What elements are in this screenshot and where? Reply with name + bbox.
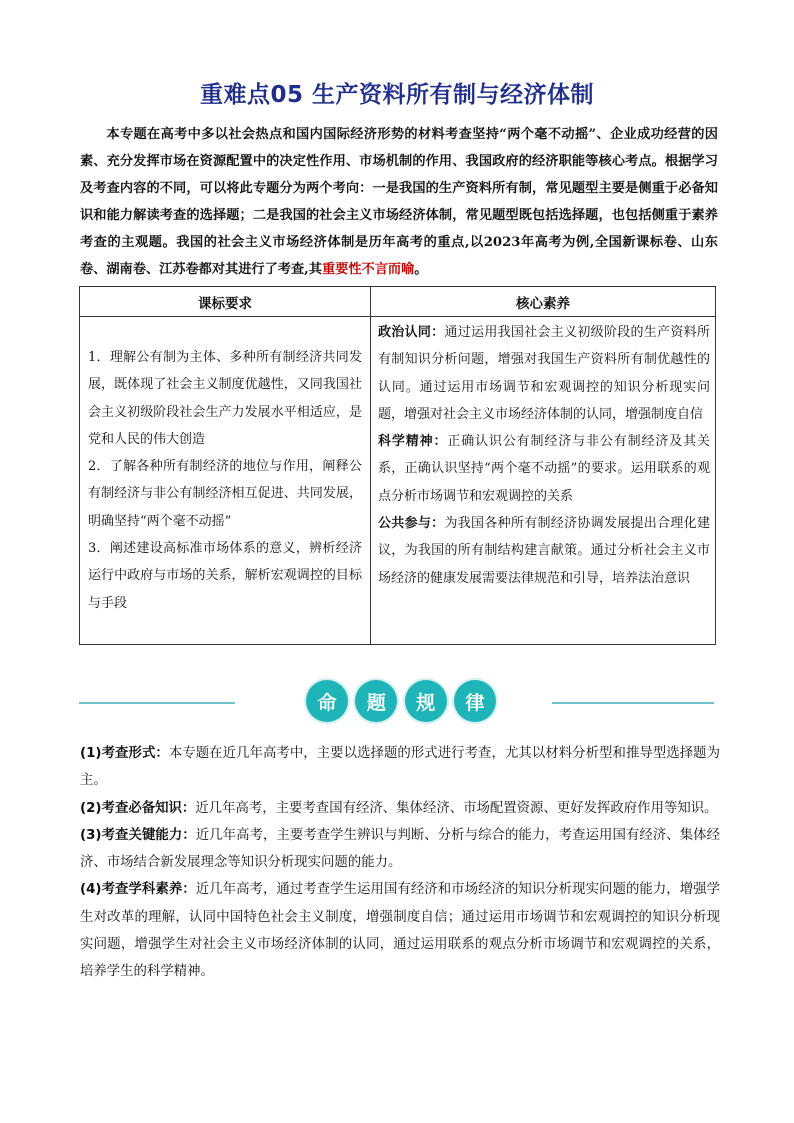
literacy-text: 通过运用我国社会主义初级阶段的生产资料所有制知识分析问题，增强对我国生产资料所有制优越性的认同。通过运用市场调节和宏观调控的知识分析现实问题，增强对社会主义市场经济体制的认同，增强制度自信	[378, 325, 710, 422]
exam-rules	[80, 740, 720, 986]
rule-text: 近几年高考，通过考查学生运用国有经济和市场经济的知识分析现实问题的能力，增强学生对改革的理解，认同中国特色社会主义制度，增强制度自信；通过运用市场调节和宏观调控的知识分析现实问题，增强学生对社会主义市场经济体制的认同，通过运用联系的观点分析市场调节和宏观调控的关系，培养学生的科学精神。	[80, 882, 721, 980]
table-header-curriculum: 课标要求	[80, 287, 371, 317]
rule-label: (3)考查关键能力：	[80, 827, 196, 843]
banner-divider-right	[552, 702, 714, 704]
standards-table	[79, 286, 716, 645]
curriculum-item: 3．阐述建设高标准市场体系的意义，辨析经济运行中政府与市场的关系，解析宏观调控的目标与手段	[88, 541, 362, 611]
banner-char: 命	[306, 680, 348, 722]
rule-item	[80, 822, 720, 877]
page-title: 重难点05 生产资料所有制与经济体制	[199, 82, 594, 108]
rule-label: (2)考查必备知识：	[80, 800, 196, 816]
intro-text: 本专题在高考中多以社会热点和国内国际经济形势的材料考查坚持“两个毫不动摇”、企业成功经营的因素、充分发挥市场在资源配置中的决定性作用、市场机制的作用、我国政府的经济职能等核心考点。根据学习及考查内容的不同，可以将此专题分为两个考向：一是我国的生产资料所有制，常见题型主要是侧重于必备知识和能力解读考查的选择题；二是我国的社会主义市场经济体制，常见题型既包括选择题，也包括侧重于素养考查的主观题。我国的社会主义市场经济体制是历年高考的重点,以2023年高考为例,全国新课标卷、山东卷、湖南卷、江苏卷都对其进行了考查,其	[80, 127, 718, 277]
rule-text: 本专题在近几年高考中，主要以选择题的形式进行考查，尤其以材料分析型和推导型选择题为主。	[80, 746, 721, 789]
banner-char: 律	[454, 680, 496, 722]
rule-label: (4)考查学科素养：	[80, 882, 196, 898]
literacy-text: 为我国各种所有制经济协调发展提出合理化建议，为我国的所有制结构建言献策。通过分析社会主义市场经济的健康发展需要法律规范和引导，培养法治意识	[378, 516, 710, 586]
literacy-item	[378, 319, 710, 428]
rule-label: (1)考查形式：	[80, 746, 169, 761]
intro-paragraph	[80, 121, 718, 283]
curriculum-cell	[80, 317, 371, 645]
table-header-literacy: 核心素养	[371, 287, 716, 317]
intro-highlight: 重要性不言而喻	[321, 262, 415, 277]
literacy-text: 正确认识公有制经济与非公有制经济及其关系，正确认识坚持“两个毫不动摇”的要求。运用联系的观点分析市场调节和宏观调控的关系	[378, 434, 710, 504]
literacy-item	[378, 510, 710, 592]
literacy-label: 公共参与：	[378, 516, 445, 532]
banner-divider-left	[79, 702, 235, 704]
literacy-item	[378, 428, 710, 510]
literacy-cell	[371, 317, 716, 645]
literacy-label: 政治认同：	[378, 325, 445, 340]
banner-char: 规	[405, 680, 447, 722]
literacy-label: 科学精神：	[378, 434, 448, 450]
section-banner	[0, 680, 794, 726]
rule-item	[80, 795, 720, 822]
rule-item	[80, 740, 720, 795]
banner-title	[306, 680, 496, 726]
intro-end: 。	[414, 262, 428, 277]
banner-char: 题	[355, 680, 397, 722]
rule-item	[80, 876, 720, 985]
curriculum-item: 1．理解公有制为主体、多种所有制经济共同发展，既体现了社会主义制度优越性，又同我国社会主义初级阶段社会生产力发展水平相适应，是党和人民的伟大创造	[88, 350, 362, 447]
rule-text: 近几年高考，主要考查国有经济、集体经济、市场配置资源、更好发挥政府作用等知识。	[195, 800, 718, 816]
rule-text: 近几年高考，主要考查学生辨识与判断、分析与综合的能力，考查运用国有经济、集体经济、市场结合新发展理念等知识分析现实问题的能力。	[80, 827, 721, 871]
curriculum-item: 2．了解各种所有制经济的地位与作用，阐释公有制经济与非公有制经济相互促进、共同发展，明确坚持“两个毫不动摇”	[88, 459, 362, 529]
